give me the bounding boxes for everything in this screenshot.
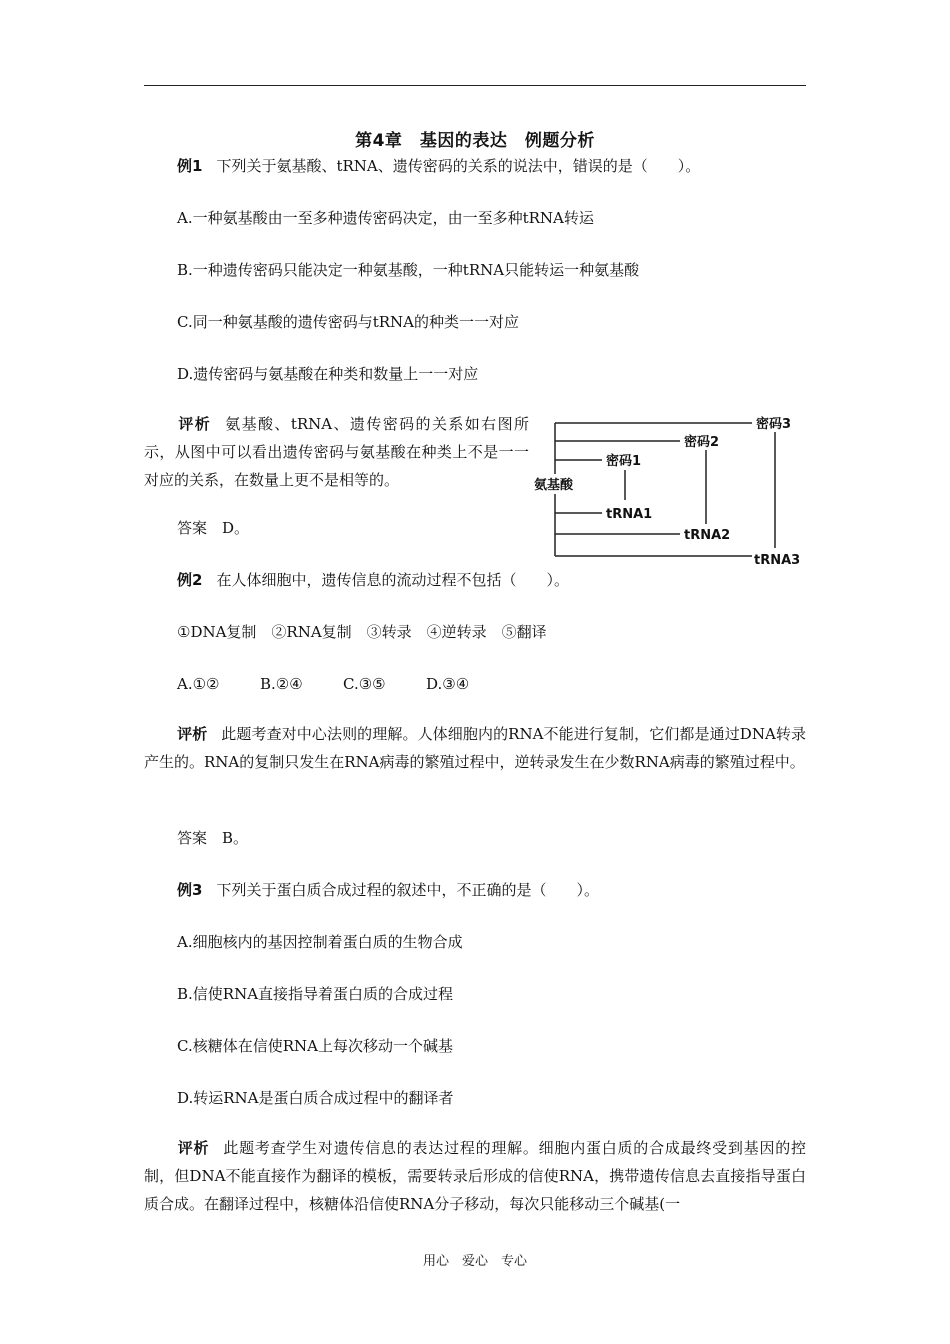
q2-stem-line bbox=[177, 570, 569, 590]
q3-option-a: A.细胞核内的基因控制着蛋白质的生物合成 bbox=[177, 933, 463, 951]
trna-3-label: tRNA3 bbox=[754, 553, 801, 568]
q1-analysis-text: 氨基酸、tRNA、遗传密码的关系如右图所示，从图中可以看出遗传密码与氨基酸在种类上不是一一对应的关系，在数量上更不是相等的。 bbox=[144, 415, 529, 489]
page-title: 第4章 基因的表达 例题分析 bbox=[355, 131, 595, 151]
q1-option-d: D.遗传密码与氨基酸在种类和数量上一一对应 bbox=[177, 365, 479, 383]
q1-analysis bbox=[144, 410, 529, 494]
q1-label: 例1 bbox=[177, 157, 203, 175]
q2-analysis-label: 评析 bbox=[177, 725, 208, 743]
q2-analysis-text: 此题考查对中心法则的理解。人体细胞内的RNA不能进行复制，它们都是通过DNA转录产生的。RNA的复制只发生在RNA病毒的繁殖过程中，逆转录发生在少数RNA病毒的繁殖过程中。 bbox=[144, 725, 806, 771]
q3-option-d: D.转运RNA是蛋白质合成过程中的翻译者 bbox=[177, 1089, 454, 1107]
codon-2-label: 密码2 bbox=[684, 435, 720, 450]
q2-stem: 在人体细胞中，遗传信息的流动过程不包括（ ）。 bbox=[216, 571, 569, 589]
q2-label: 例2 bbox=[177, 571, 203, 589]
codon-diagram bbox=[530, 408, 805, 570]
q3-analysis bbox=[144, 1134, 806, 1218]
q3-option-c: C.核糖体在信使RNA上每次移动一个碱基 bbox=[177, 1037, 453, 1055]
q3-label: 例3 bbox=[177, 881, 203, 899]
codon-3-label: 密码3 bbox=[756, 417, 792, 432]
q1-analysis-label: 评析 bbox=[177, 415, 212, 433]
q3-analysis-label: 评析 bbox=[177, 1139, 210, 1157]
header-rule bbox=[144, 85, 806, 86]
q3-stem: 下列关于蛋白质合成过程的叙述中，不正确的是（ ）。 bbox=[216, 881, 599, 899]
q2-option-a: A.①② bbox=[177, 675, 220, 693]
q2-answer: 答案 B。 bbox=[177, 829, 249, 847]
amino-acid-label: 氨基酸 bbox=[534, 478, 574, 493]
q1-stem-line bbox=[177, 156, 700, 176]
q2-option-b: B.②④ bbox=[260, 675, 303, 693]
q1-stem: 下列关于氨基酸、tRNA、遗传密码的关系的说法中，错误的是（ ）。 bbox=[216, 157, 701, 175]
q1-option-b: B.一种遗传密码只能决定一种氨基酸，一种tRNA只能转运一种氨基酸 bbox=[177, 261, 640, 279]
q3-option-b: B.信使RNA直接指导着蛋白质的合成过程 bbox=[177, 985, 454, 1003]
q2-option-d: D.③④ bbox=[426, 675, 470, 693]
trna-2-label: tRNA2 bbox=[684, 528, 731, 543]
q2-items: ①DNA复制 ②RNA复制 ③转录 ④逆转录 ⑤翻译 bbox=[177, 623, 547, 641]
trna-1-label: tRNA1 bbox=[606, 507, 653, 522]
q1-option-a: A.一种氨基酸由一至多种遗传密码决定，由一至多种tRNA转运 bbox=[177, 209, 594, 227]
codon-1-label: 密码1 bbox=[606, 454, 642, 469]
page-footer: 用心 爱心 专心 bbox=[422, 1254, 527, 1269]
q2-options bbox=[177, 674, 469, 694]
q3-analysis-text: 此题考查学生对遗传信息的表达过程的理解。细胞内蛋白质的合成最终受到基因的控制，但DNA不能直接作为翻译的模板，需要转录后形成的信使RNA，携带遗传信息去直接指导蛋白质合成。在翻译过程中，核糖体沿信使RNA分子移动，每次只能移动三个碱基(一 bbox=[144, 1139, 806, 1213]
q1-answer: 答案 D。 bbox=[177, 519, 250, 537]
q3-stem-line bbox=[177, 880, 599, 900]
q2-analysis bbox=[144, 720, 806, 776]
q1-option-c: C.同一种氨基酸的遗传密码与tRNA的种类一一对应 bbox=[177, 313, 519, 331]
q2-option-c: C.③⑤ bbox=[343, 675, 386, 693]
